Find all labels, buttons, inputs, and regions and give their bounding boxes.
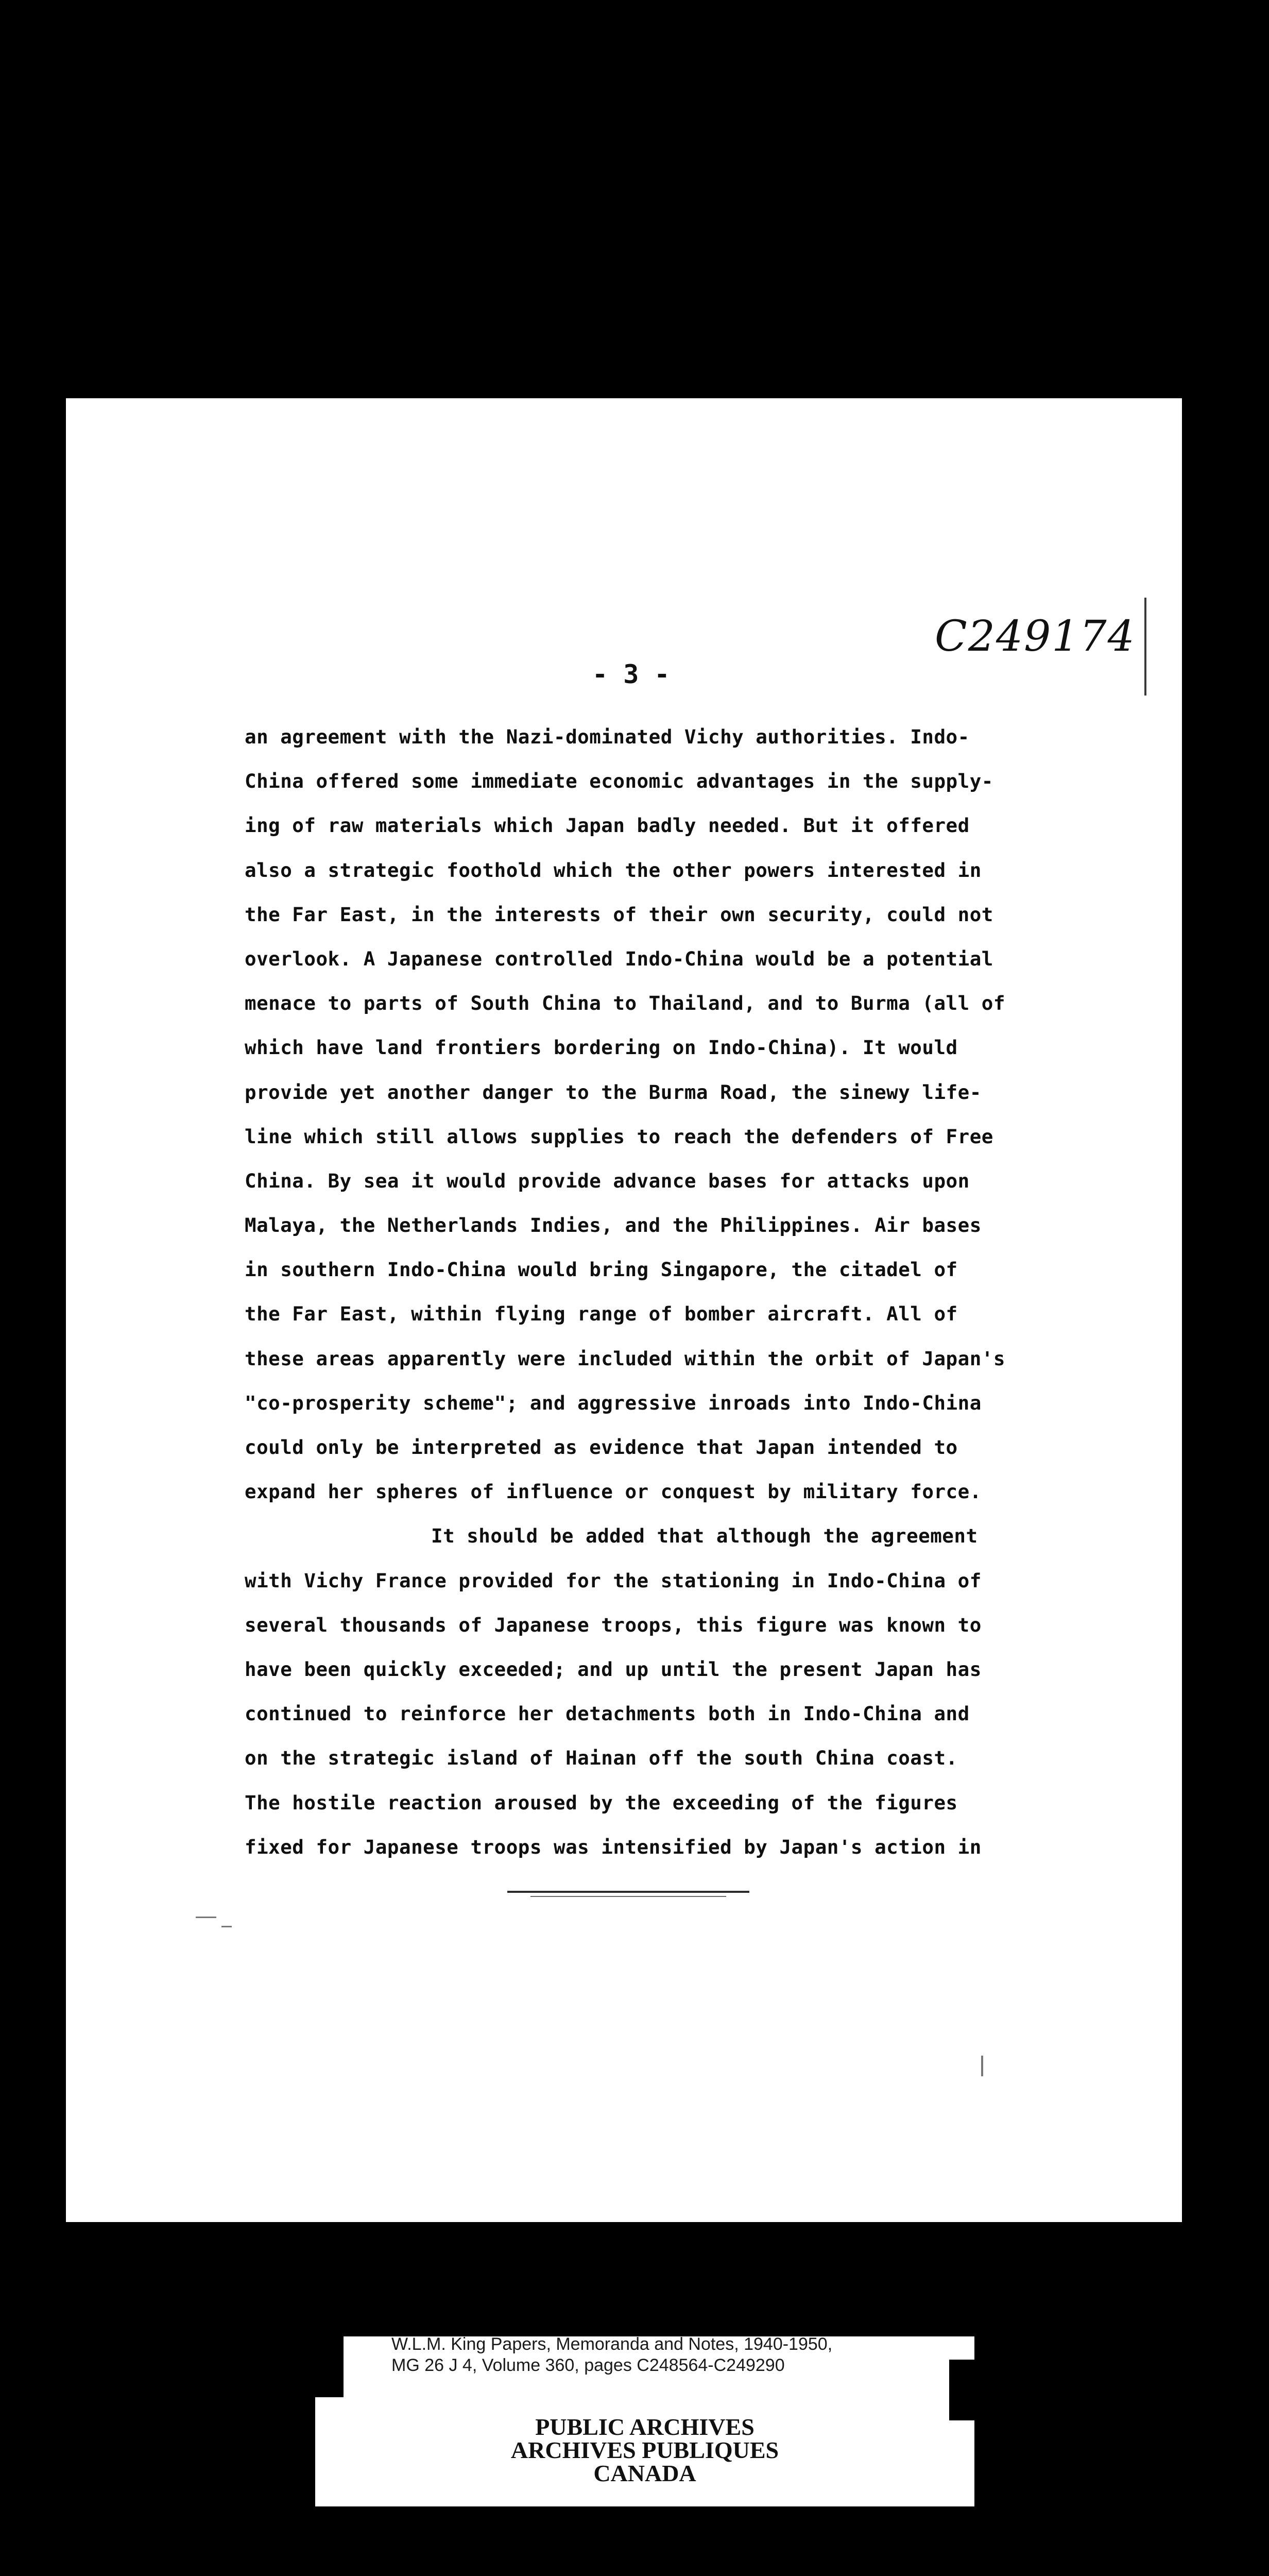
label-tab-left: [315, 2336, 344, 2397]
page-number: - 3 -: [592, 659, 670, 689]
paragraph-start-line: It should be added that although the agreement: [431, 1524, 978, 1548]
text-line: have been quickly exceeded; and up until the present Japan has: [245, 1657, 982, 1681]
text-line: The hostile reaction aroused by the exceeding of the figures: [245, 1791, 958, 1814]
text-line: an agreement with the Nazi-dominated Vichy authorities. Indo-: [245, 725, 970, 748]
paper-speck: [196, 1917, 216, 1918]
text-line: which have land frontiers bordering on Indo-China). It would: [245, 1036, 958, 1059]
stamp-line: ARCHIVES PUBLIQUES: [510, 2437, 779, 2463]
margin-mark: [1144, 598, 1146, 696]
text-line: the Far East, in the interests of their own security, could not: [245, 903, 993, 926]
label-tab-right: [949, 2360, 974, 2420]
body-text: [245, 721, 1058, 1876]
text-line: "co-prosperity scheme"; and aggressive inroads into Indo-China: [245, 1391, 982, 1414]
collection-line: W.L.M. King Papers, Memoranda and Notes, 1940-1950,: [391, 2334, 833, 2354]
text-line: China offered some immediate economic advantages in the supply-: [245, 770, 993, 793]
end-rule: [507, 1891, 749, 1893]
archives-stamp: [315, 2415, 974, 2485]
stamp-line: PUBLIC ARCHIVES: [535, 2414, 754, 2440]
collection-info: [391, 2334, 832, 2376]
text-line: these areas apparently were included within the orbit of Japan's: [245, 1347, 1005, 1370]
text-line: several thousands of Japanese troops, this figure was known to: [245, 1613, 982, 1636]
text-line: ing of raw materials which Japan badly needed. But it offered: [245, 814, 970, 837]
text-line: fixed for Japanese troops was intensified by Japan's action in: [245, 1835, 982, 1858]
text-line: could only be interpreted as evidence that Japan intended to: [245, 1436, 958, 1459]
text-line: China. By sea it would provide advance bases for attacks upon: [245, 1169, 970, 1192]
reference-number: C249174: [935, 612, 1136, 661]
paper-speck: [981, 2056, 983, 2076]
collection-line: MG 26 J 4, Volume 360, pages C248564-C249290: [391, 2355, 785, 2375]
stamp-line: CANADA: [593, 2460, 696, 2486]
paper-speck: [221, 1926, 232, 1927]
text-line: menace to parts of South China to Thailand, and to Burma (all of: [245, 992, 1005, 1015]
text-line: with Vichy France provided for the stationing in Indo-China of: [245, 1569, 982, 1592]
text-line: overlook. A Japanese controlled Indo-China would be a potential: [245, 947, 993, 970]
text-line: line which still allows supplies to reach the defenders of Free: [245, 1125, 993, 1148]
text-line: provide yet another danger to the Burma Road, the sinewy life-: [245, 1080, 982, 1104]
end-rule-shadow: [530, 1896, 726, 1897]
text-line: expand her spheres of influence or conquest by military force.: [245, 1480, 982, 1503]
text-line: also a strategic foothold which the other powers interested in: [245, 858, 982, 882]
text-line: the Far East, within flying range of bomber aircraft. All of: [245, 1302, 958, 1326]
text-line: in southern Indo-China would bring Singapore, the citadel of: [245, 1258, 958, 1281]
text-line: on the strategic island of Hainan off the south China coast.: [245, 1747, 958, 1770]
text-line: continued to reinforce her detachments both in Indo-China and: [245, 1702, 970, 1725]
text-line: Malaya, the Netherlands Indies, and the Philippines. Air bases: [245, 1214, 982, 1237]
